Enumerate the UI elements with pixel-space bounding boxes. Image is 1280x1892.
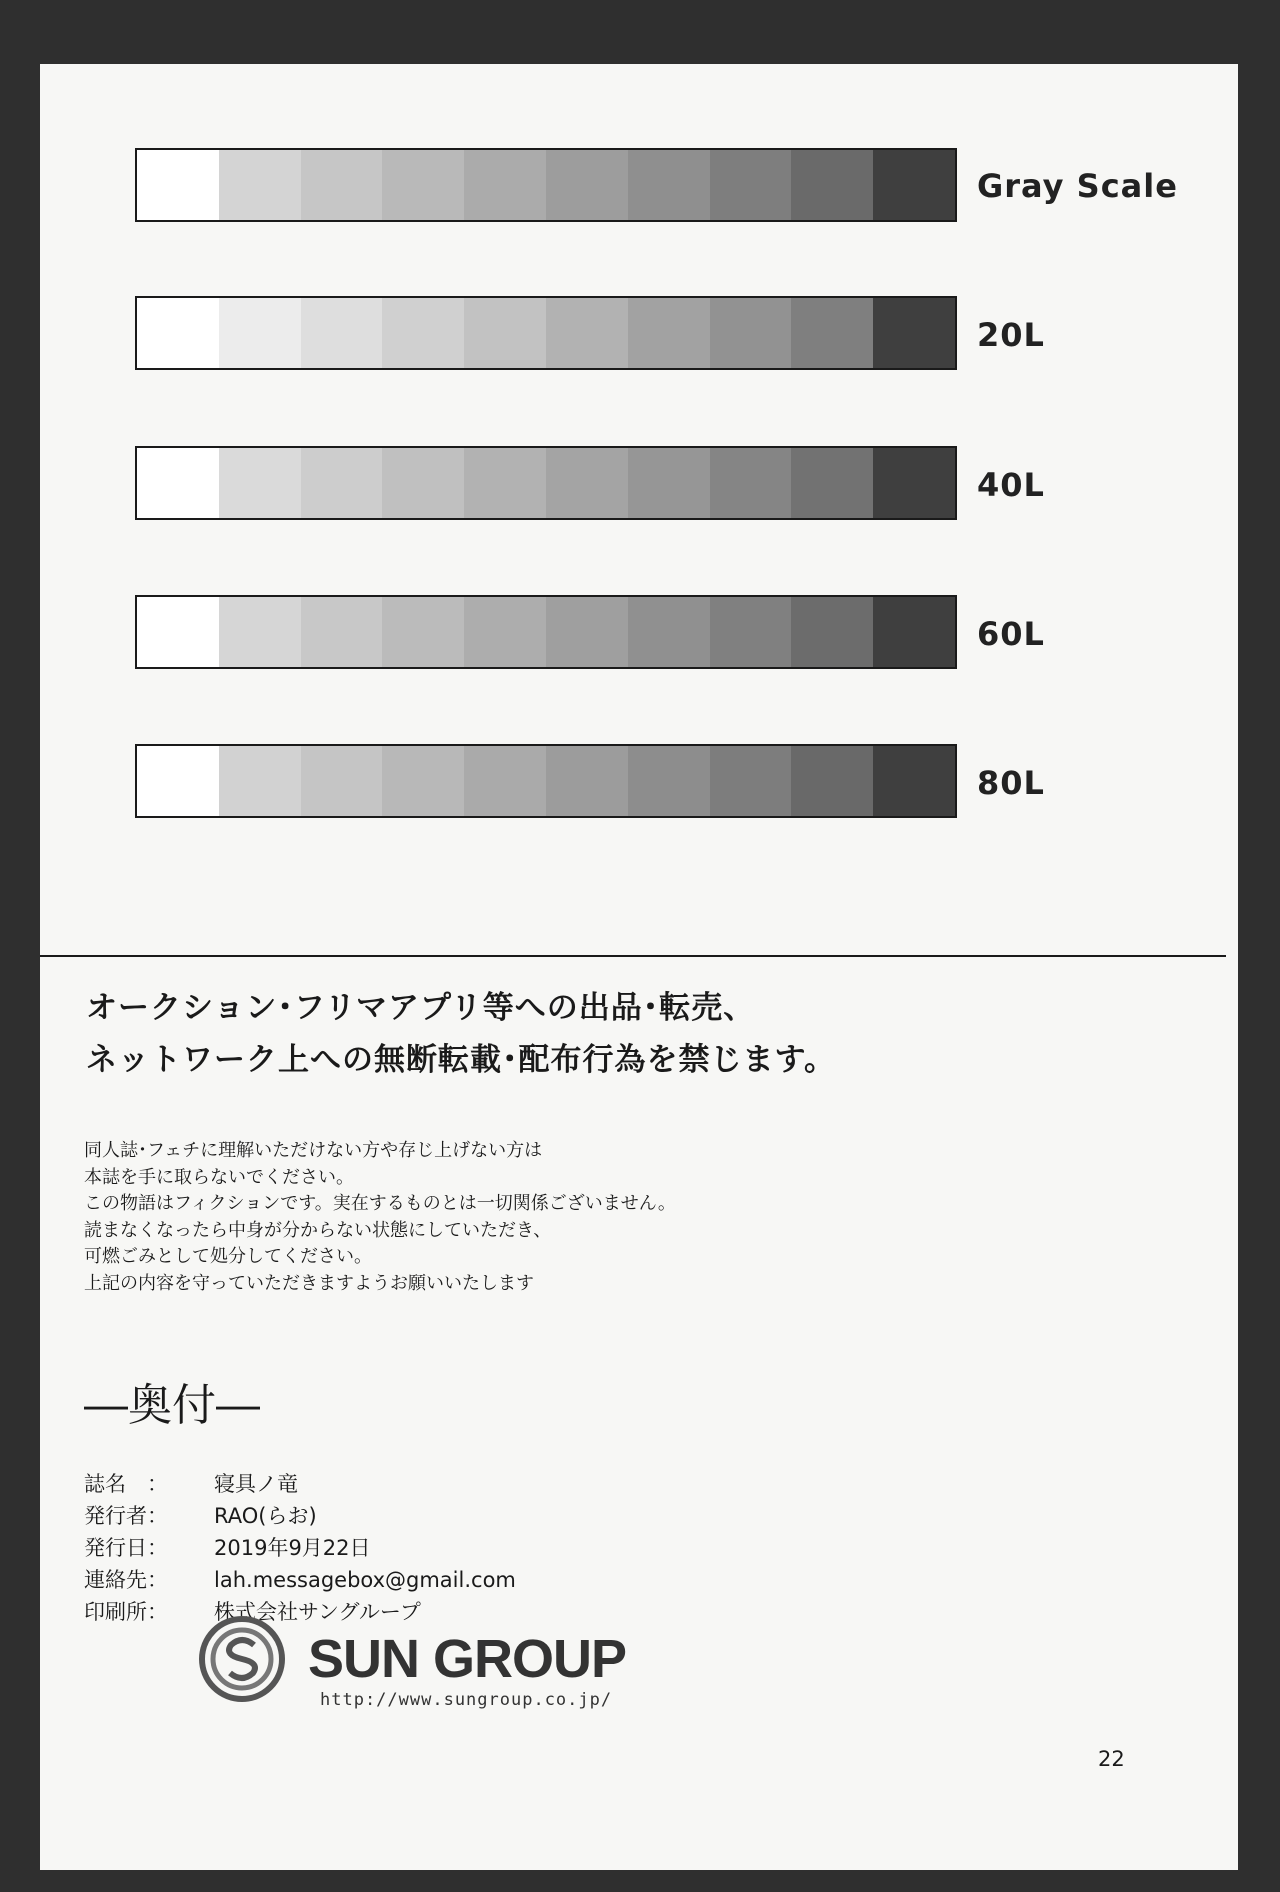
tone-strip-label: 60L [977,615,1045,653]
tone-cell [546,448,628,518]
tone-cell [137,746,219,816]
tone-strip [135,744,957,818]
tone-cell [137,597,219,667]
tone-cell [628,448,710,518]
note-line: 読まなくなったら中身が分からない状態にしていただき、 [84,1219,552,1241]
colophon-row [84,1468,516,1500]
tone-strip [135,446,957,520]
tone-cell [464,597,546,667]
page-number: 22 [1098,1747,1125,1771]
tone-cell [710,597,792,667]
colophon-key: 誌名 ： [84,1472,168,1496]
tone-cell [301,448,383,518]
tone-cell [219,150,301,220]
tone-cell [301,150,383,220]
tone-cell [137,448,219,518]
colophon-key: 連絡先： [84,1568,168,1592]
tone-cell [382,150,464,220]
tone-cell [628,298,710,368]
tone-cell [873,448,955,518]
colophon-row [84,1500,516,1532]
tone-cell [464,448,546,518]
colophon-key: 発行者： [84,1504,168,1528]
colophon-key: 発行日： [84,1536,168,1560]
divider [40,955,1226,957]
tone-cell [710,448,792,518]
tone-strip-label: 40L [977,466,1045,504]
tone-cell [137,298,219,368]
colophon-value: lah.messagebox@gmail.com [214,1568,516,1592]
colophon-value: 2019年9月22日 [214,1536,371,1560]
tone-cell [219,746,301,816]
tone-cell [464,150,546,220]
tone-cell [219,448,301,518]
colophon-title: ―奥付― [84,1380,260,1431]
tone-cell [791,150,873,220]
tone-strip [135,296,957,370]
tone-cell [301,597,383,667]
tone-cell [546,298,628,368]
warning-line: ネットワーク上への無断転載･配布行為を禁じます。 [86,1042,837,1078]
printer-url: http://www.sungroup.co.jp/ [320,1690,613,1710]
tone-strip [135,148,957,222]
warning-line: オークション･フリマアプリ等への出品･転売、 [86,990,756,1026]
note-line: 本誌を手に取らないでください。 [84,1166,354,1188]
tone-cell [791,298,873,368]
tone-cell [873,597,955,667]
tone-cell [710,746,792,816]
tone-cell [873,746,955,816]
note-line: この物語はフィクションです。実在するものとは一切関係ございません。 [84,1193,676,1214]
tone-cell [710,150,792,220]
tone-cell [301,298,383,368]
reader-notes [84,1138,676,1297]
tone-cell [382,597,464,667]
colophon-key: 印刷所： [84,1600,168,1624]
tone-cell [628,746,710,816]
tone-strip-label: Gray Scale [977,167,1178,205]
tone-strip-label: 80L [977,764,1045,802]
tone-cell [791,597,873,667]
tone-cell [464,746,546,816]
tone-cell [464,298,546,368]
colophon-row [84,1564,516,1596]
tone-cell [873,298,955,368]
sun-group-logo-icon [198,1615,286,1703]
colophon-details [84,1468,516,1628]
tone-cell [710,298,792,368]
note-line: 同人誌･フェチに理解いただけない方や存じ上げない方は [84,1140,543,1161]
tone-cell [546,150,628,220]
tone-cell [137,150,219,220]
tone-cell [382,746,464,816]
tone-cell [873,150,955,220]
book-page [40,64,1238,1870]
tone-cell [382,448,464,518]
note-line: 上記の内容を守っていただきますようお願いいたします [84,1272,534,1294]
tone-cell [546,746,628,816]
tone-strip [135,595,957,669]
tone-cell [546,597,628,667]
tone-cell [628,597,710,667]
colophon-value: 寝具ノ竜 [214,1472,298,1496]
tone-cell [791,448,873,518]
tone-cell [219,298,301,368]
note-line: 可燃ごみとして処分してください。 [84,1246,372,1267]
colophon-value: 株式会社サングループ [214,1600,421,1624]
tone-strip-label: 20L [977,316,1045,354]
tone-cell [791,746,873,816]
tone-cell [628,150,710,220]
colophon-value: RAO(らお) [214,1504,317,1528]
resale-warning [86,982,836,1086]
tone-cell [301,746,383,816]
tone-cell [219,597,301,667]
tone-cell [382,298,464,368]
printer-logo-name: SUN GROUP [308,1629,627,1689]
colophon-row [84,1532,516,1564]
